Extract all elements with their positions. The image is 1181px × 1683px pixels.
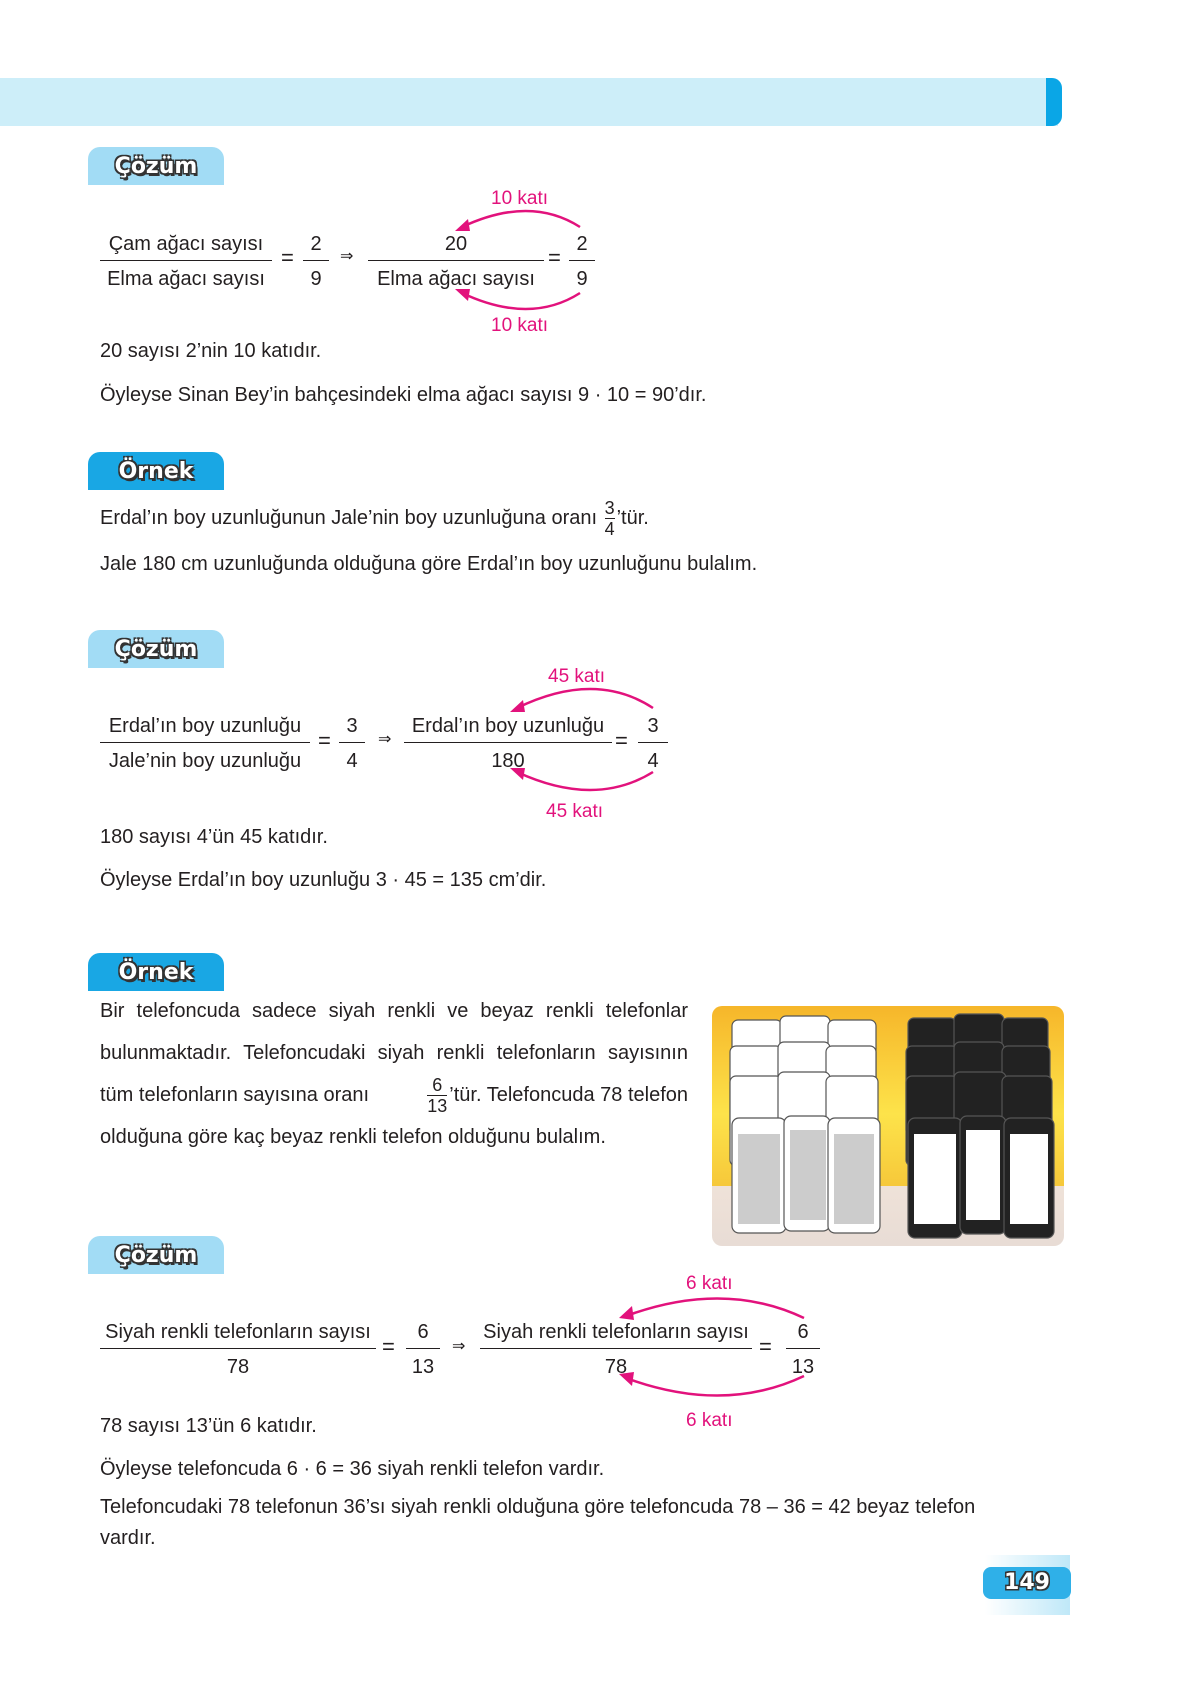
fraction-mid: 3 4 (339, 714, 365, 773)
equals-sign: = (615, 728, 628, 753)
fraction-result: 6 13 (786, 1320, 820, 1379)
explanation-text: 180 sayısı 4’ün 45 katıdır. (100, 826, 328, 848)
fraction-result: 3 4 (638, 714, 668, 773)
implies-sign: ⇒ (340, 248, 354, 265)
example-tag: Örnek (88, 953, 224, 991)
equals-sign: = (382, 1334, 395, 1359)
implies-sign: ⇒ (378, 731, 392, 748)
fraction-right: 20 Elma ağacı sayısı (368, 232, 544, 291)
header-band (0, 78, 1058, 126)
equals-sign: = (318, 728, 331, 753)
fraction-mid: 6 13 (406, 1320, 440, 1379)
phones-icon (712, 1006, 1064, 1246)
example-text: Jale 180 cm uzunluğunda olduğuna göre Erdal’ın boy uzunluğunu bulalım. (100, 553, 758, 575)
header-tab (1046, 78, 1062, 126)
conclusion-text: Telefoncudaki 78 telefonun 36’sı siyah renkli olduğuna göre telefoncuda 78 – 36 = 42 beyaz telefon (100, 1496, 976, 1518)
solution-tag: Çözüm (88, 630, 224, 668)
fraction-right: Siyah renkli telefonların sayısı 78 (480, 1320, 752, 1379)
fraction-left: Çam ağacı sayısı Elma ağacı sayısı (100, 232, 272, 291)
multiplier-label-bottom: 6 katı (686, 1410, 733, 1431)
fraction-left: Siyah renkli telefonların sayısı 78 (100, 1320, 376, 1379)
multiplier-label-bottom: 45 katı (546, 801, 604, 822)
example-paragraph: Bir telefoncuda sadece siyah renkli ve beyaz renkli telefonlar bulunmaktadır. Telefoncudaki siyah renkli telefonların sayısının tüm telefonların sayısına oranı $\frac{6}{13}$ ’tür. Telefoncuda 78 telefon olduğuna göre kaç beyaz renkli telefon olduğunu bulalım. (100, 1000, 688, 1149)
equals-sign: = (759, 1334, 772, 1359)
explanation-text: 78 sayısı 13’ün 6 katıdır. (100, 1415, 317, 1437)
multiplier-label-top: 45 katı (548, 666, 606, 687)
explanation-text: 20 sayısı 2’nin 10 katıdır. (100, 340, 322, 362)
example-tag: Örnek (88, 452, 224, 490)
phones-illustration (712, 1006, 1064, 1246)
fraction-result: 2 9 (569, 232, 595, 291)
equals-sign: = (548, 245, 561, 270)
fraction-left: Erdal’ın boy uzunluğu Jale’nin boy uzunluğu (100, 714, 310, 773)
solution-tag: Çözüm (88, 1236, 224, 1274)
solution-tag: Çözüm (88, 147, 224, 185)
implies-sign: ⇒ (452, 1338, 466, 1355)
fraction-mid: 2 9 (303, 232, 329, 291)
page-number: 149 (983, 1567, 1071, 1599)
equals-sign: = (281, 245, 294, 270)
conclusion-text: Öyleyse Sinan Bey’in bahçesindeki elma ağacı sayısı 9 · 10 = 90’dır. (100, 384, 707, 406)
conclusion-text: vardır. (100, 1527, 156, 1549)
multiplier-label-top: 10 katı (491, 188, 549, 209)
conclusion-text: Öyleyse telefoncuda 6 · 6 = 36 siyah renkli telefon vardır. (100, 1458, 605, 1480)
multiplier-label-top: 6 katı (686, 1273, 733, 1294)
fraction-right: Erdal’ın boy uzunluğu 180 (404, 714, 612, 773)
multiplier-label-bottom: 10 katı (491, 315, 549, 336)
example-text: Erdal’ın boy uzunluğunun Jale’nin boy uzunluğuna oranı $\frac{3}{4}$ ’tür. (100, 498, 649, 539)
conclusion-text: Öyleyse Erdal’ın boy uzunluğu 3 · 45 = 135 cm’dir. (100, 869, 547, 891)
